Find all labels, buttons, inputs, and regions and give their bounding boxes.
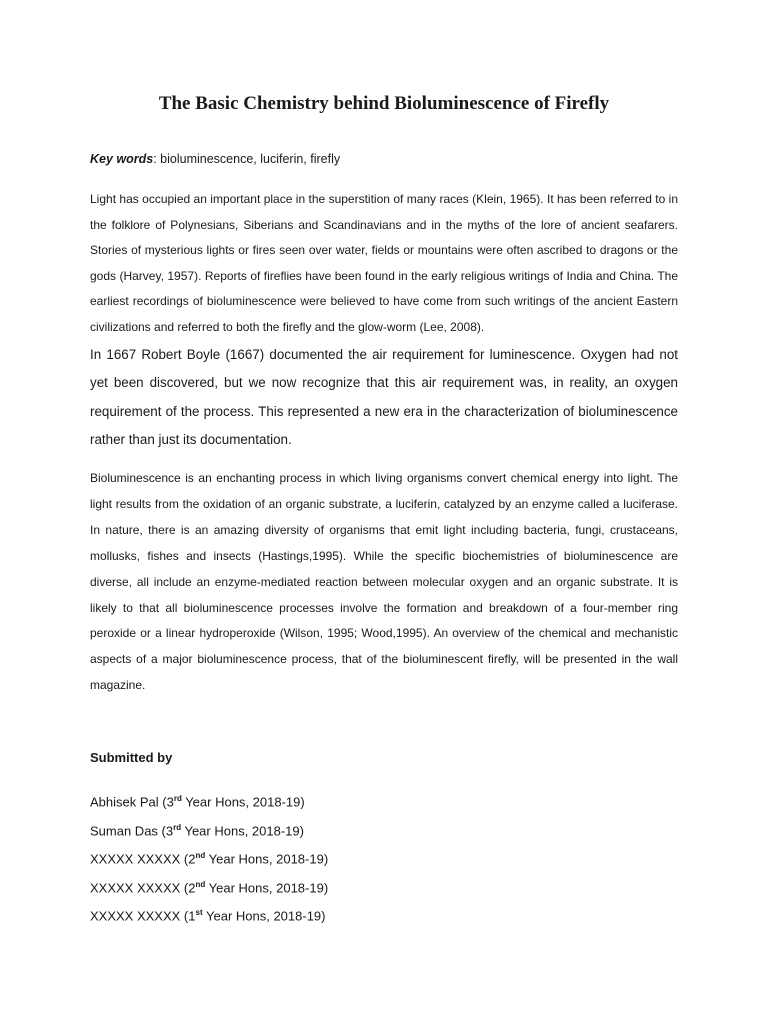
keywords-separator: :: [153, 152, 157, 166]
keywords-value: bioluminescence, luciferin, firefly: [156, 152, 341, 166]
member-name: XXXXX XXXXX (2: [90, 851, 196, 867]
member-item: [90, 844, 328, 873]
keywords-line: [90, 152, 340, 166]
member-ordinal: nd: [195, 851, 206, 861]
member-item: [90, 901, 328, 930]
members-list: [90, 787, 328, 930]
paragraph-boyle: In 1667 Robert Boyle (1667) documented the air requirement for luminescence. Oxygen had not yet been discovered, but we now recognize that this air requirement was, in reality, an oxygen requirement of the process. This represented a new era in the characterization of bioluminescence rather than just its documentation.: [90, 347, 678, 448]
member-ordinal: rd: [173, 794, 182, 803]
member-item: [90, 873, 328, 902]
member-ordinal: st: [195, 908, 203, 918]
member-year: Year Hons, 2018-19): [181, 794, 305, 810]
paragraph-history: Light has occupied an important place in the superstition of many races (Klein, 1965). It has been referred to in the folklore of Polynesians, Siberians and Scandinavians and in the myths of the lore of ancient seafarers. Stories of mysterious lights or fires seen over water, fields or mountains were often ascribed to dragons or the gods (Harvey, 1957). Reports of fireflies have been found in the early religious writings of India and China. The earliest recordings of bioluminescence were believed to have come from such writings of the ancient Eastern civilizations and referred to both the firefly and the glow-worm (Lee, 2008).: [90, 192, 678, 334]
member-item: [90, 816, 328, 845]
paragraph-bioluminescence: Bioluminescence is an enchanting process in which living organisms convert chemical energy into light. The light results from the oxidation of an organic substrate, a luciferin, catalyzed by an enzyme called a luciferase. In nature, there is an amazing diversity of organisms that emit light including bacteria, fungi, crustaceans, mollusks, fishes and insects (Hastings,1995). While the specific biochemistries of bioluminescence are diverse, all include an enzyme-mediated reaction between molecular oxygen and an organic substrate. It is likely to that all bioluminescence processes involve the formation and breakdown of a four-member ring peroxide or a linear hydroperoxide (Wilson, 1995; Wood,1995). An overview of the chemical and mechanistic aspects of a major bioluminescence process, that of the bioluminescent firefly, will be presented in the wall magazine.: [90, 471, 678, 693]
submitted-by-heading: Submitted by: [90, 750, 173, 765]
member-name: XXXXX XXXXX (2: [90, 880, 196, 896]
keywords-label: Key words: [90, 152, 154, 166]
member-year: Year Hons, 2018-19): [181, 822, 304, 838]
member-ordinal: rd: [173, 822, 182, 832]
member-name: Abhisek Pal (3: [90, 794, 174, 810]
member-ordinal: nd: [195, 879, 206, 889]
member-item: [90, 787, 328, 816]
document-title: The Basic Chemistry behind Bioluminescence of Firefly: [158, 93, 610, 114]
member-year: Year Hons, 2018-19): [205, 880, 329, 896]
member-year: Year Hons, 2018-19): [202, 908, 326, 924]
member-name: XXXXX XXXXX (1: [90, 908, 196, 924]
member-name: Suman Das (3: [90, 822, 174, 838]
member-year: Year Hons, 2018-19): [205, 851, 329, 867]
